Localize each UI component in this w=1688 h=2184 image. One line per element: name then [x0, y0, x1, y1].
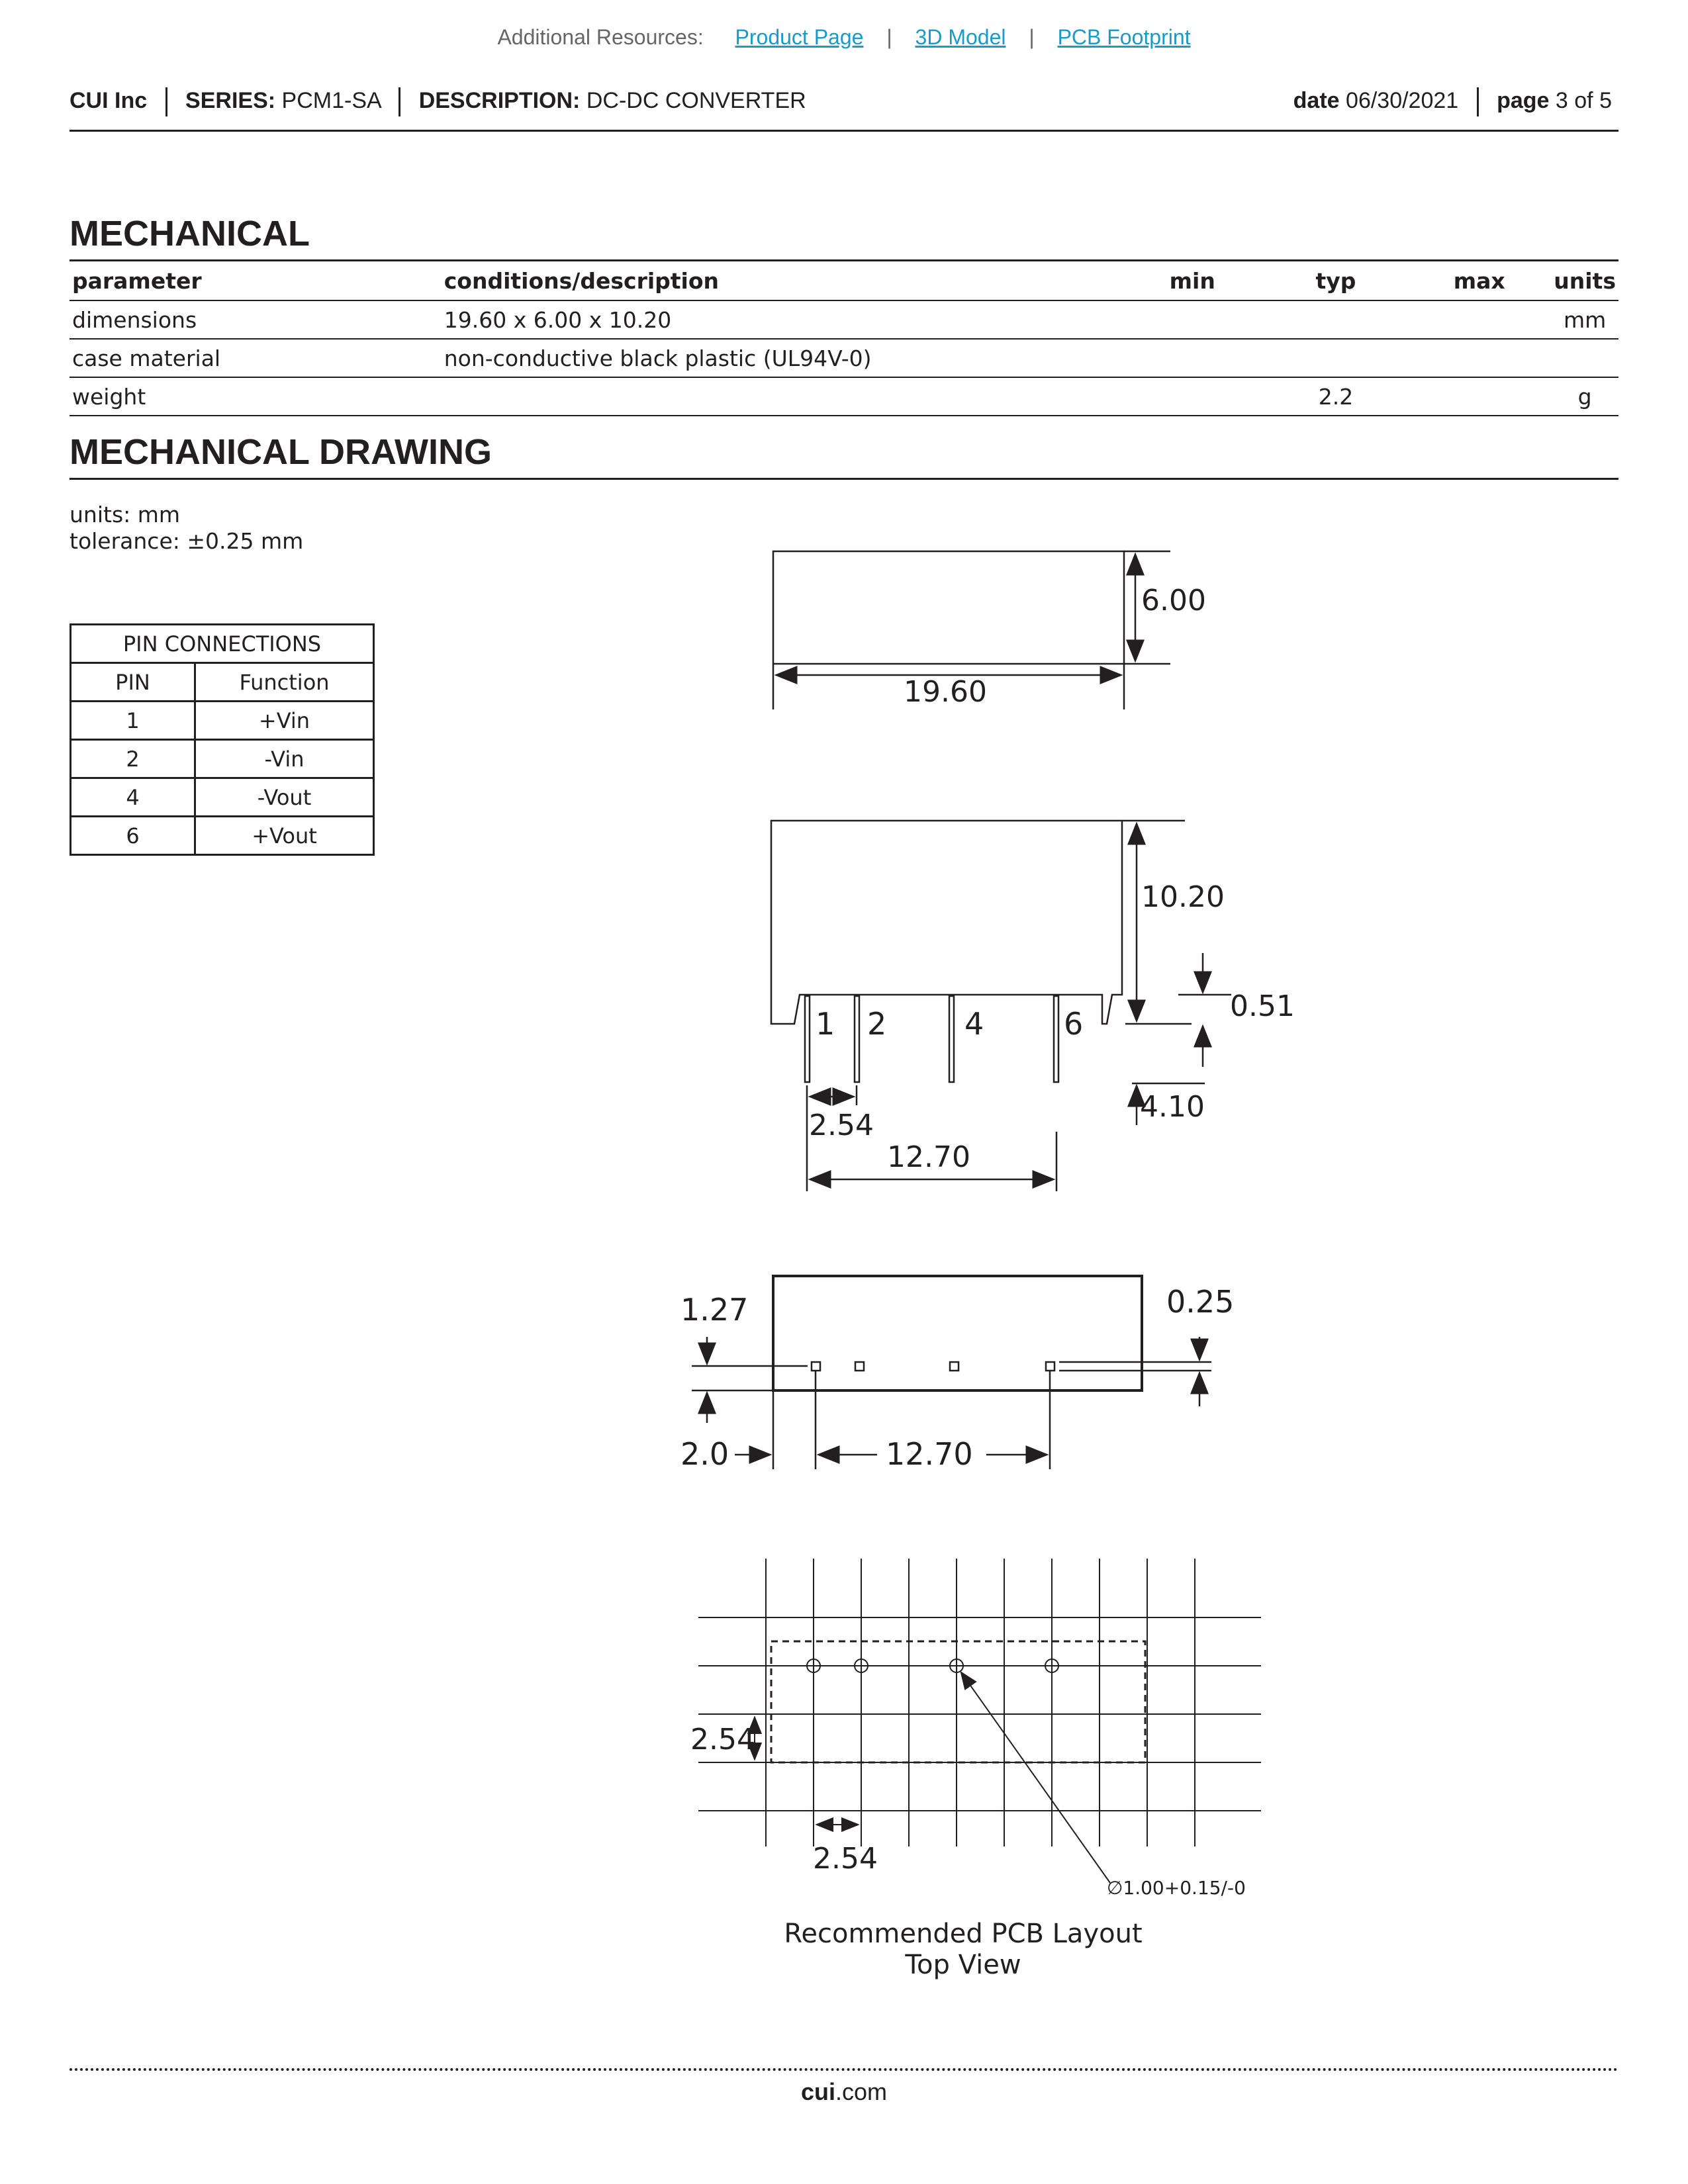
date-label: date [1293, 87, 1340, 113]
pcb-caption-line1: Recommended PCB Layout [784, 1919, 1143, 1949]
pin-6 [1054, 996, 1058, 1082]
side-pin-label: 2 [867, 1006, 887, 1042]
top-view-outline [773, 551, 1124, 664]
separator: | [886, 25, 892, 49]
cell-parameter: case material [70, 339, 442, 377]
col-typ: typ [1264, 261, 1408, 301]
pin-function: +Vin [195, 702, 374, 740]
resources-label: Additional Resources: [497, 25, 704, 49]
page-value: 3 of 5 [1555, 87, 1612, 113]
col-conditions: conditions/description [442, 261, 1121, 301]
3d-model-link[interactable]: 3D Model [915, 25, 1006, 49]
pin-4 [949, 996, 954, 1082]
col-max: max [1407, 261, 1551, 301]
top-view-height-label: 6.00 [1141, 584, 1206, 617]
bottom-span-label: 12.70 [886, 1436, 973, 1472]
standoff-label: 0.51 [1230, 989, 1295, 1023]
footer-suffix: .com [835, 2078, 888, 2105]
pin-offset-label: 1.27 [680, 1292, 749, 1328]
cell-typ: 2.2 [1264, 377, 1408, 416]
pin-size-label: 0.25 [1166, 1284, 1235, 1320]
grid-h-label: 2.54 [813, 1842, 878, 1876]
pcb-caption-line2: Top View [905, 1950, 1021, 1980]
pin-table-title: PIN CONNECTIONS [71, 625, 374, 663]
side-pin-label: 4 [964, 1006, 984, 1042]
function-col-header: Function [195, 663, 374, 702]
grid-v-label: 2.54 [690, 1723, 755, 1756]
pin-function: -Vout [195, 778, 374, 817]
footer [0, 2078, 1688, 2106]
mechanical-drawing-heading: MECHANICAL DRAWING [70, 432, 492, 472]
separator: | [1029, 25, 1035, 49]
cell-conditions: 19.60 x 6.00 x 10.20 [442, 300, 1121, 339]
side-view-body [771, 821, 1122, 1024]
footer-rule [70, 2068, 1618, 2071]
top-view-width-label: 19.60 [904, 675, 987, 709]
pin-pad [950, 1362, 959, 1371]
series-label: SERIES: [185, 87, 276, 113]
cell-parameter: weight [70, 377, 442, 416]
hole-size-label: ∅1.00+0.15/-0 [1107, 1877, 1246, 1899]
col-min: min [1121, 261, 1264, 301]
pin-number: 6 [71, 817, 195, 855]
pin-pad [1046, 1362, 1055, 1371]
cell-conditions: non-conductive black plastic (UL94V-0) [442, 339, 1121, 377]
cell-parameter: dimensions [70, 300, 442, 339]
pin-pad [855, 1362, 864, 1371]
pin-function: +Vout [195, 817, 374, 855]
series-value: PCM1-SA [281, 87, 381, 113]
mechanical-heading: MECHANICAL [70, 214, 310, 253]
pcb-layout [698, 1559, 1261, 1883]
cell-units: g [1551, 377, 1618, 416]
pin-2 [855, 996, 859, 1082]
tolerance-note: tolerance: ±0.25 mm [70, 528, 304, 554]
bottom-view-outline [773, 1276, 1142, 1390]
description-value: DC-DC CONVERTER [586, 87, 806, 113]
pin-number: 4 [71, 778, 195, 817]
edge-offset-label: 2.0 [680, 1436, 729, 1472]
cell-units: mm [1551, 300, 1618, 339]
footer-brand: cui [800, 2078, 835, 2105]
company-name: CUI Inc [70, 87, 148, 113]
page-label: page [1497, 87, 1550, 113]
units-note: units: mm [70, 502, 181, 527]
pin-col-header: PIN [71, 663, 195, 702]
col-units: units [1551, 261, 1618, 301]
pin-number: 2 [71, 740, 195, 778]
pcb-footprint-link[interactable]: PCB Footprint [1057, 25, 1191, 49]
side-height-label: 10.20 [1141, 880, 1225, 914]
pitch-label: 2.54 [809, 1109, 874, 1142]
span-label: 12.70 [887, 1140, 970, 1174]
pin-number: 1 [71, 702, 195, 740]
col-parameter: parameter [70, 261, 442, 301]
pin-pad [812, 1362, 820, 1371]
product-page-link[interactable]: Product Page [735, 25, 864, 49]
side-pin-label: 6 [1064, 1006, 1084, 1042]
pin-length-label: 4.10 [1140, 1090, 1205, 1124]
side-pin-label: 1 [816, 1006, 835, 1042]
pin-function: -Vin [195, 740, 374, 778]
pin-1 [805, 996, 810, 1082]
date-value: 06/30/2021 [1346, 87, 1459, 113]
description-label: DESCRIPTION: [418, 87, 581, 113]
